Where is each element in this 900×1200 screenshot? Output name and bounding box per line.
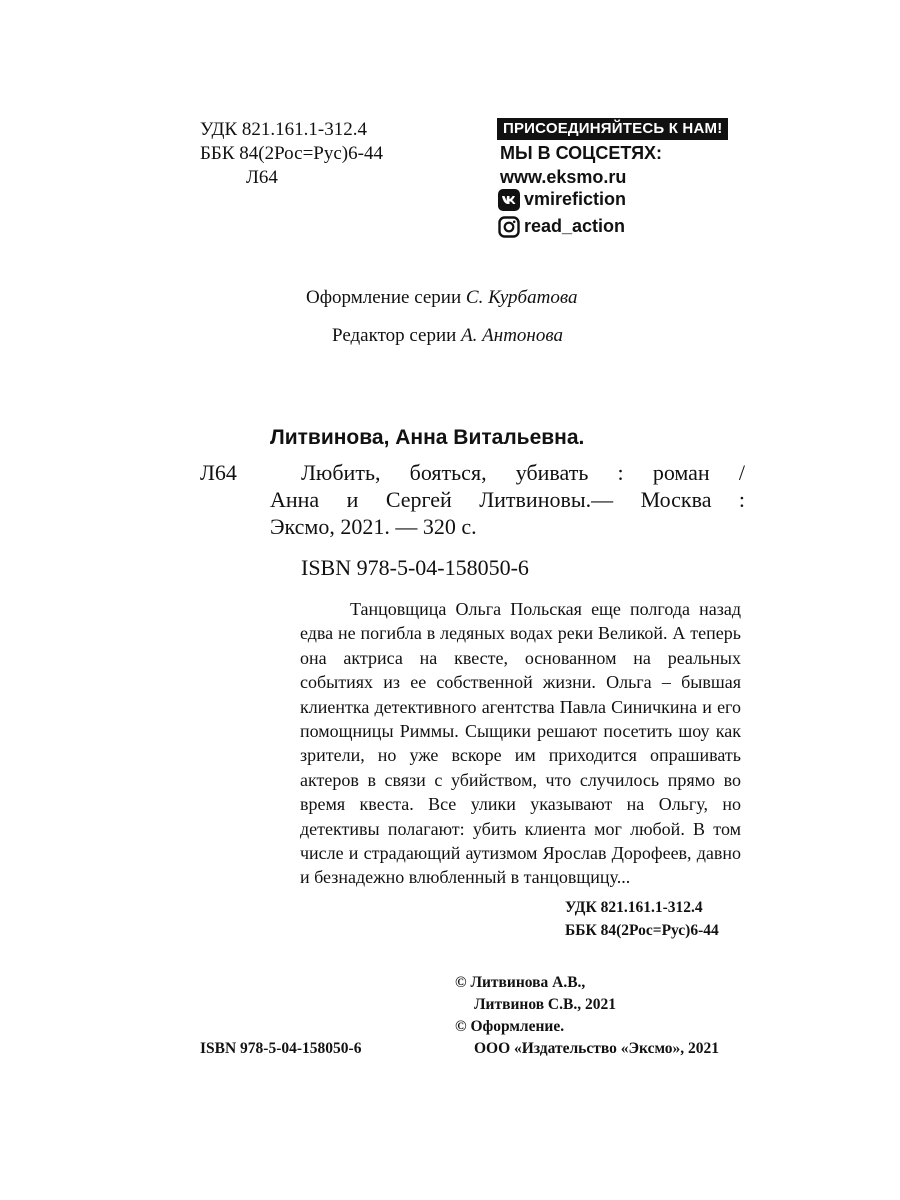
udk-code-top: УДК 821.161.1-312.4: [200, 119, 367, 140]
catalog-author: Литвинова, Анна Витальевна.: [270, 426, 585, 449]
isbn-bottom: ISBN 978-5-04-158050-6: [200, 1040, 362, 1057]
series-editor-name: А. Антонова: [461, 325, 563, 346]
series-design-label: Оформление серии: [306, 287, 462, 308]
bbk-code-bottom: ББК 84(2Рос=Рус)6-44: [565, 922, 719, 939]
series-design-name: С. Курбатова: [465, 287, 578, 308]
copyright-authors-line2: Литвинов С.В., 2021: [474, 996, 616, 1013]
catalog-authors-line: Анна и Сергей Литвиновы.— Москва :: [270, 487, 745, 512]
udk-code-bottom: УДК 821.161.1-312.4: [565, 899, 703, 916]
copyright-design-line: © Оформление.: [455, 1018, 565, 1035]
join-us-banner: ПРИСОЕДИНЯЙТЕСЬ К НАМ!: [497, 118, 728, 140]
copyright-publisher-line: ООО «Издательство «Эксмо», 2021: [474, 1040, 720, 1057]
social-heading: МЫ В СОЦСЕТЯХ:: [500, 143, 663, 163]
catalog-title-line: Любить, бояться, убивать : роман /: [301, 460, 745, 485]
instagram-link[interactable]: [498, 215, 625, 238]
series-editor-label: Редактор серии: [332, 325, 457, 346]
catalog-publisher-line: Эксмо, 2021. — 320 с.: [270, 514, 477, 539]
catalog-author-mark: Л64: [200, 460, 237, 485]
vk-icon: [498, 189, 520, 211]
series-editor-credit: [332, 325, 563, 347]
book-annotation: Танцовщица Ольга Польская еще полгода назад едва не погибла в ледяных водах реки Великой. А теперь она актриса на квесте, основанном на реальных событиях из ее собственной жизни. Ольга – бывшая клиентка детективного агентства Павла Синичкина и его помощницы Риммы. Сыщики решают посетить шоу как зрители, но уже вскоре им приходится опрашивать актеров в связи с убийством, что случилось прямо во время квеста. Все улики указывают на Ольгу, но детективы полагают: убить клиента мог любой. В том числе и страдающий аутизмом Ярослав Дорофеев, давно и безнадежно влюбленный в танцовщицу...: [300, 599, 741, 888]
author-mark-top: Л64: [246, 167, 278, 188]
bbk-code-top: ББК 84(2Рос=Рус)6-44: [200, 143, 383, 164]
copyright-authors-line1: © Литвинова А.В.,: [455, 974, 586, 991]
instagram-handle: read_action: [524, 216, 626, 236]
series-design-credit: [306, 287, 577, 309]
website-link[interactable]: www.eksmo.ru: [500, 167, 627, 187]
vk-link[interactable]: [498, 188, 626, 211]
catalog-isbn: ISBN 978-5-04-158050-6: [301, 555, 529, 580]
instagram-icon: [498, 216, 520, 238]
vk-handle: vmirefiction: [524, 189, 627, 209]
